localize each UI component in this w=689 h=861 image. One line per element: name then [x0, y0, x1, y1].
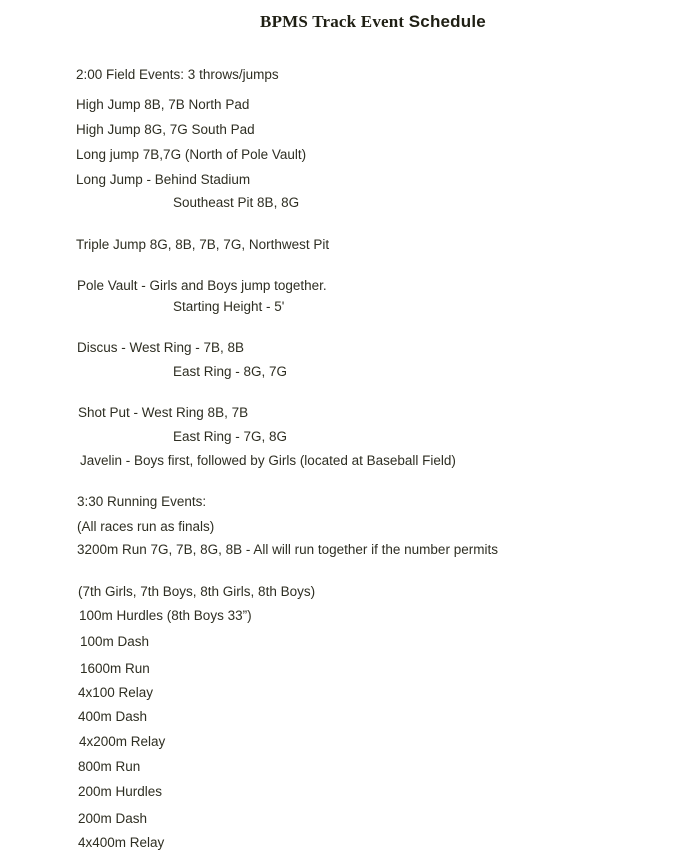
event-item: 4x400m Relay — [78, 835, 165, 850]
running-events-header: 3:30 Running Events: — [77, 494, 207, 509]
running-events-note: (All races run as finals) — [77, 519, 215, 534]
event-item: 100m Dash — [80, 634, 150, 649]
running-order: (7th Girls, 7th Boys, 8th Girls, 8th Boys) — [78, 584, 316, 599]
pole-vault: Pole Vault - Girls and Boys jump together. — [77, 278, 327, 293]
run-3200m: 3200m Run 7G, 7B, 8G, 8B - All will run together if the number permits — [77, 542, 498, 557]
field-events-header: 2:00 Field Events: 3 throws/jumps — [76, 67, 279, 82]
event-item: 800m Run — [78, 759, 141, 774]
event-item: 4x100 Relay — [78, 685, 154, 700]
title-main: BPMS Track Event — [260, 12, 405, 31]
high-jump-boys: High Jump 8B, 7B North Pad — [76, 97, 250, 112]
long-jump-stadium-pit: Southeast Pit 8B, 8G — [173, 195, 300, 210]
long-jump-stadium: Long Jump - Behind Stadium — [76, 172, 251, 187]
high-jump-girls: High Jump 8G, 7G South Pad — [76, 122, 255, 137]
shot-put-east: East Ring - 7G, 8G — [173, 429, 288, 444]
event-item: 4x200m Relay — [79, 734, 166, 749]
event-item: 1600m Run — [80, 661, 150, 676]
event-item: 400m Dash — [78, 709, 148, 724]
pole-vault-height: Starting Height - 5' — [173, 299, 285, 314]
triple-jump: Triple Jump 8G, 8B, 7B, 7G, Northwest Pit — [76, 237, 330, 252]
discus-east: East Ring - 8G, 7G — [173, 364, 288, 379]
long-jump-north: Long jump 7B,7G (North of Pole Vault) — [76, 147, 307, 162]
event-item: 200m Dash — [78, 811, 148, 826]
title-schedule: Schedule — [408, 12, 486, 31]
javelin: Javelin - Boys first, followed by Girls (located at Baseball Field) — [80, 453, 456, 468]
event-item: 200m Hurdles — [78, 784, 163, 799]
page-title — [0, 12, 689, 32]
shot-put-west: Shot Put - West Ring 8B, 7B — [78, 405, 249, 420]
discus-west: Discus - West Ring - 7B, 8B — [77, 340, 245, 355]
event-item: 100m Hurdles (8th Boys 33”) — [79, 608, 252, 623]
